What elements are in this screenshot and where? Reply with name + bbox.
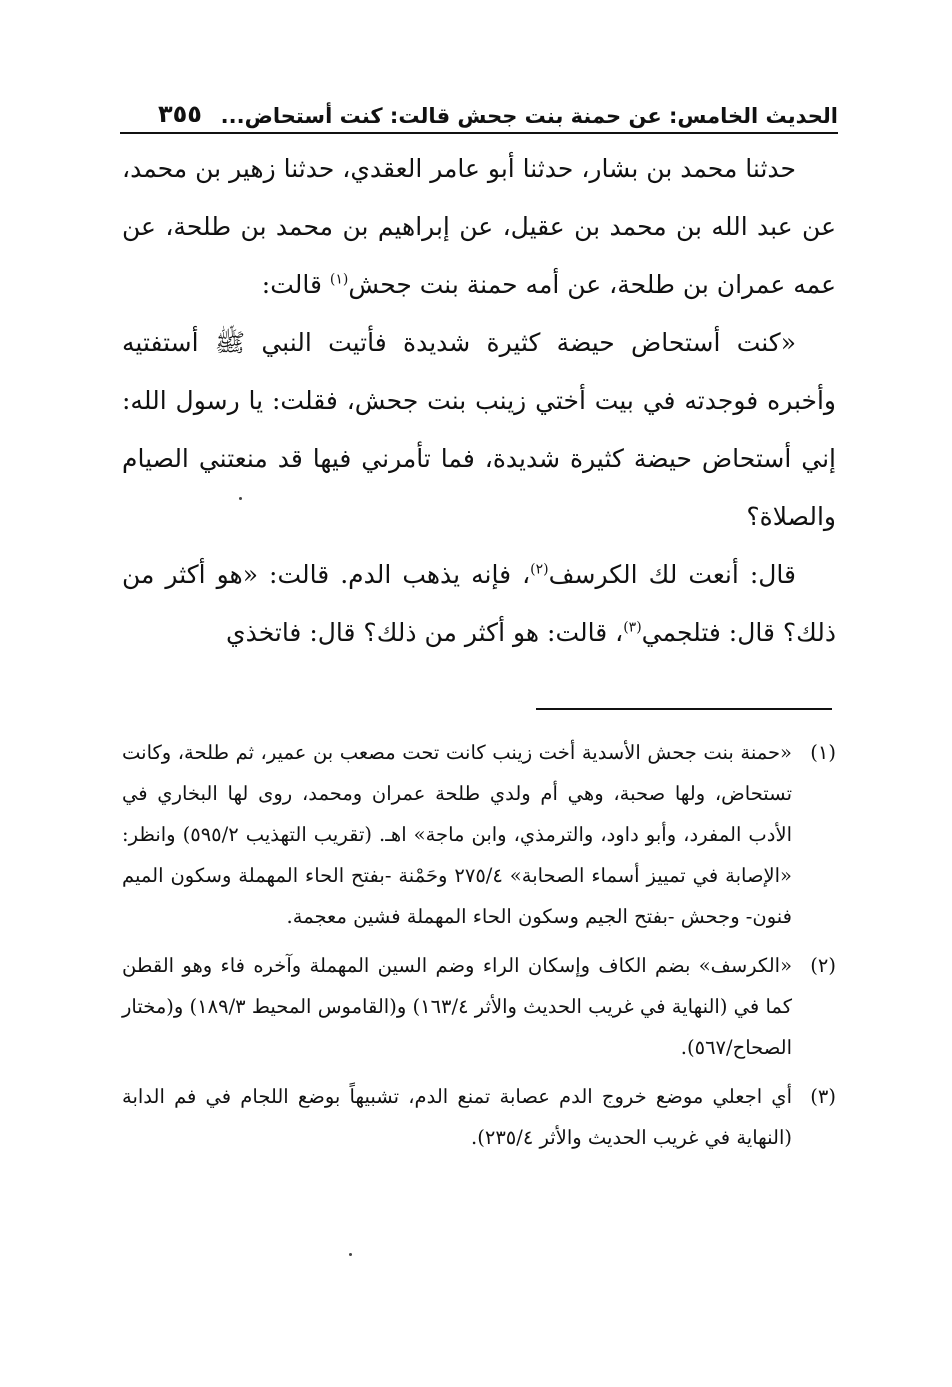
footnote: [122, 732, 836, 937]
footnote-text: «الكرسف» بضم الكاف وإسكان الراء وضم السين المهملة وآخره فاء وهو القطن كما في (النهاية في غريب الحديث والأثر ١٦٣/٤) و(القاموس المحيط ١٨٩/٣) و(مختار الصحاح/٥٦٧).: [122, 954, 792, 1059]
page-header: [120, 88, 838, 134]
footnote-text: «حمنة بنت جحش الأسدية أخت زينب كانت تحت مصعب بن عمير، ثم طلحة، وكانت تستحاض، ولها صحبة، وهي أم ولدي طلحة عمران ومحمد، روى لها البخاري في الأدب المفرد، وأبو داود، والترمذي، وابن ماجة» اهـ. (تقريب التهذيب ٥٩٥/٢) وانظر: «الإصابة في تمييز أسماء الصحابة» ٢٧٥/٤ وحَمْنة -بفتح الحاء المهملة وسكون الميم فنون- وجحش -بفتح الجيم وسكون الحاء المهملة فشين معجمة.: [122, 741, 792, 928]
print-speck: [239, 497, 242, 500]
footnote-ref-2: (٢): [530, 561, 549, 578]
footnote: [122, 1076, 836, 1158]
footnote: [122, 945, 836, 1068]
paragraph-answer: [122, 546, 836, 662]
footnote-ref-1: (١): [329, 271, 349, 288]
answer-text-a: قال: أنعت لك الكرسف: [548, 560, 796, 589]
footnote-number: (٣): [810, 1085, 836, 1108]
footnote-text: أي اجعلي موضع خروج الدم عصابة تمنع الدم، تشبيهاً بوضع اللجام في فم الدابة (النهاية في غريب الحديث والأثر ٢٣٥/٤).: [122, 1085, 792, 1149]
footnote-separator: [536, 708, 832, 710]
main-text: [122, 140, 836, 662]
answer-text-c: ، قالت: هو أكثر من ذلك؟ قال: فاتخذي: [226, 618, 624, 647]
isnad-text-end: قالت:: [261, 270, 330, 299]
footnote-number: (١): [810, 741, 836, 764]
print-speck: [349, 1253, 352, 1256]
footnote-ref-3: (٣): [623, 619, 642, 636]
paragraph-isnad: [122, 140, 836, 314]
matn-text: «كنت أستحاض حيضة كثيرة شديدة فأتيت النبي ﷺ أستفتيه وأخبره فوجدته في بيت أختي زينب بنت جحش، فقلت: يا رسول الله: إني أستحاض حيضة كثيرة شديدة، فما تأمرني فيها قد منعتني الصيام والصلاة؟: [122, 328, 836, 531]
page-number: ٣٥٥: [158, 100, 202, 128]
answer-text-b: ، فإنه يذهب الدم. قالت: «هو أكثر من ذلك؟ قال: فتلجمي: [122, 560, 836, 647]
footnotes: [122, 732, 836, 1166]
footnote-number: (٢): [810, 954, 836, 977]
paragraph-matn: [122, 314, 836, 546]
running-title: الحديث الخامس: عن حمنة بنت جحش قالت: كنت أستحاض...: [220, 104, 838, 128]
isnad-text: حدثنا محمد بن بشار، حدثنا أبو عامر العقدي، حدثنا زهير بن محمد، عن عبد الله بن محمد بن عقيل، عن إبراهيم بن محمد بن طلحة، عن عمه عمران بن طلحة، عن أمه حمنة بنت جحش: [122, 154, 836, 299]
